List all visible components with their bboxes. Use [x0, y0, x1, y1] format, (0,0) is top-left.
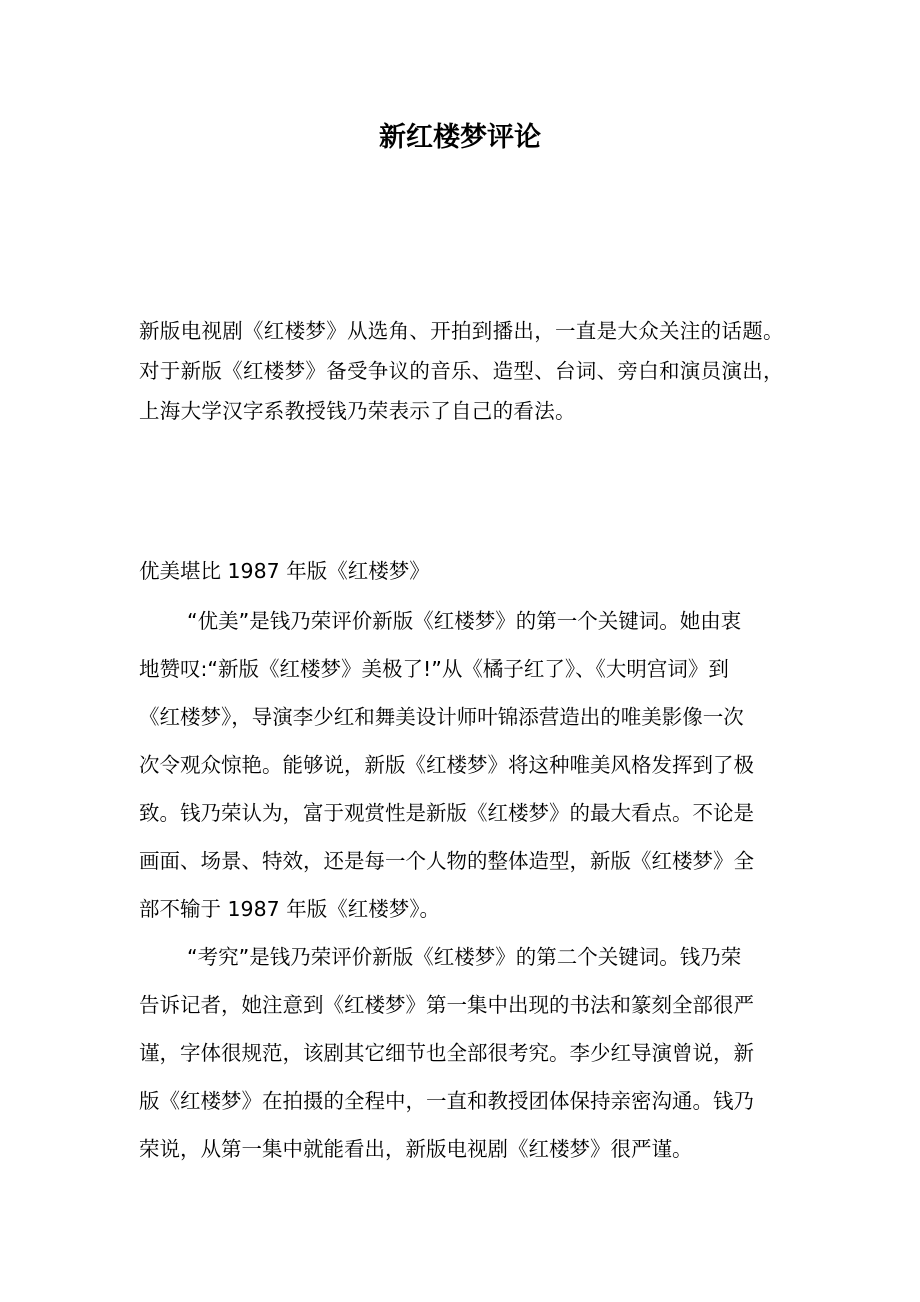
paragraph-line: “考究”是钱乃荣评价新版《红楼梦》的第二个关键词。钱乃荣 [187, 945, 742, 969]
paragraph-line: 谨，字体很规范，该剧其它细节也全部很考究。李少红导演曾说，新 [139, 1041, 754, 1065]
paragraph-line: 荣说，从第一集中就能看出，新版电视剧《红楼梦》很严谨。 [139, 1137, 693, 1161]
intro-line: 对于新版《红楼梦》备受争议的音乐、造型、台词、旁白和演员演出， [139, 359, 784, 383]
intro-line: 新版电视剧《红楼梦》从选角、开拍到播出，一直是大众关注的话题。 [139, 319, 784, 343]
paragraph-line: 部不输于 1987 年版《红楼梦》。 [139, 897, 440, 921]
intro-line: 上海大学汉字系教授钱乃荣表示了自己的看法。 [139, 399, 576, 423]
paragraph-line: 画面、场景、特效，还是每一个人物的整体造型，新版《红楼梦》全 [139, 849, 754, 873]
paragraph-line: 次令观众惊艳。能够说，新版《红楼梦》将这种唯美风格发挥到了极 [139, 753, 754, 777]
paragraph-line: 告诉记者，她注意到《红楼梦》第一集中出现的书法和篆刻全部很严 [139, 993, 754, 1017]
intro-paragraph [139, 311, 789, 431]
paragraph-line: 《红楼梦》，导演李少红和舞美设计师叶锦添营造出的唯美影像一次 [139, 705, 744, 729]
document-title: 新红楼梦评论 [379, 122, 541, 153]
paragraph-line: “优美”是钱乃荣评价新版《红楼梦》的第一个关键词。她由衷 [187, 609, 742, 633]
paragraph-line: 致。钱乃荣认为，富于观赏性是新版《红楼梦》的最大看点。不论是 [139, 801, 754, 825]
paragraph-2 [139, 933, 783, 1173]
paragraph-line: 地赞叹:“新版《红楼梦》美极了!”从《橘子红了》、《大明宫词》到 [139, 657, 729, 681]
section-heading: 优美堪比 1987 年版《红楼梦》 [139, 559, 430, 583]
body-text [139, 597, 783, 1173]
paragraph-line: 版《红楼梦》在拍摄的全程中，一直和教授团体保持亲密沟通。钱乃 [139, 1089, 754, 1113]
paragraph-1 [139, 597, 783, 933]
